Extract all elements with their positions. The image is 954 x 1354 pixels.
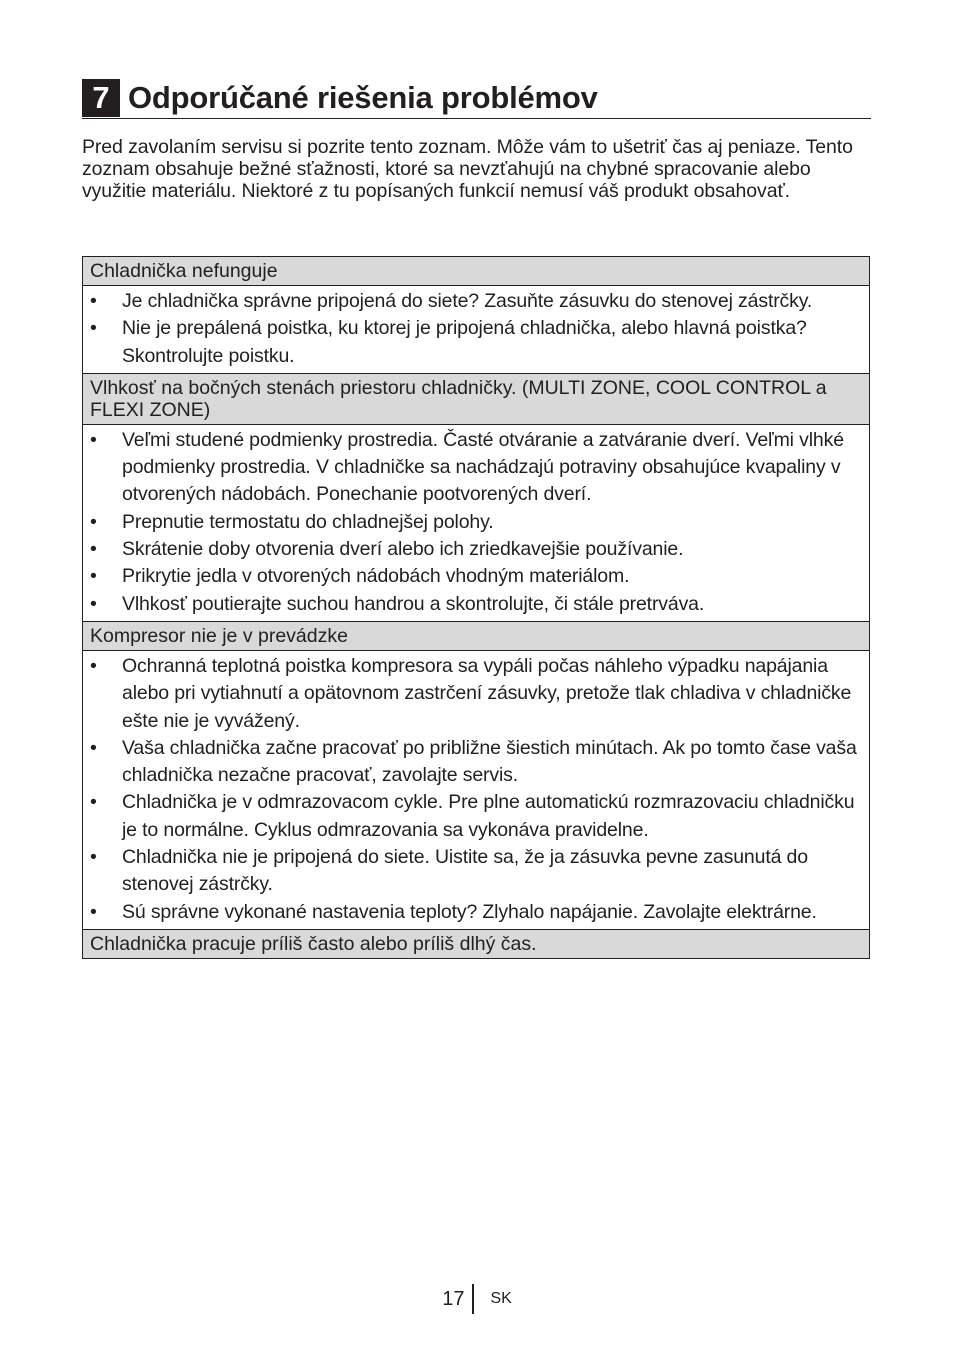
bullet-icon: • — [90, 510, 97, 533]
language-code: SK — [490, 1290, 512, 1307]
intro-paragraph — [82, 136, 862, 202]
bullet-icon: • — [90, 317, 97, 340]
list-item-text: Sú správne vykonané nastavenia teploty? Zlyhalo napájanie. Zavolajte elektrárne. — [122, 900, 817, 923]
list-item — [90, 315, 861, 370]
section-body — [83, 286, 869, 374]
list-item-text: Chladnička nie je pripojená do siete. Uistite sa, že ja zásuvka pevne zasunutá do stenovej zástrčky. — [122, 846, 808, 896]
list-item — [90, 288, 861, 315]
list-item-text: Vlhkosť poutierajte suchou handrou a skontrolujte, či stále pretrváva. — [122, 592, 705, 615]
list-item-text: Chladnička je v odmrazovacom cykle. Pre plne automatickú rozmrazovaciu chladničku je to normálne. Cyklus odmrazovania sa vykonáva pravidelne. — [122, 791, 855, 841]
troubleshooting-table — [82, 256, 870, 959]
bullet-icon: • — [90, 290, 97, 312]
bullet-icon: • — [90, 736, 97, 759]
list-item-text: Nie je prepálená poistka, ku ktorej je pripojená chladnička, alebo hlavná poistka? Skontrolujte poistku. — [122, 317, 807, 367]
page-title: Odporúčané riešenia problémov — [128, 80, 598, 115]
page-number: 17 — [442, 1288, 465, 1310]
list-item-text: Vaša chladnička začne pracovať po približne šiestich minútach. Ak po tomto čase vaša chladnička nezačne pracovať, zavolajte servis. — [122, 736, 857, 787]
bullet-icon: • — [90, 538, 97, 561]
section-body — [83, 425, 869, 622]
list-item — [90, 509, 861, 536]
section-body — [83, 651, 869, 930]
list-item — [90, 735, 861, 790]
bullet-icon: • — [90, 428, 97, 451]
list-item — [90, 653, 861, 735]
page-footer — [0, 1284, 954, 1314]
list-item-text: Je chladnička správne pripojená do siete? Zasuňte zásuvku do stenovej zástrčky. — [122, 290, 813, 312]
list-item-text: Prikrytie jedla v otvorených nádobách vhodným materiálom. — [122, 565, 630, 588]
list-item-text: Veľmi studené podmienky prostredia. Časté otváranie a zatváranie dverí. Veľmi vlhké podmienky prostredia. V chladničke sa nachádzajú potraviny obsahujúce kvapaliny v otvorených nádobách. Ponechanie pootvorených dverí. — [122, 428, 844, 506]
bullet-icon: • — [90, 654, 97, 677]
list-item-text: Ochranná teplotná poistka kompresora sa vypáli počas náhleho výpadku napájania alebo pri vytiahnutí a opätovnom zastrčení zásuvky, pretože tlak chladiva v chladničke ešte nie je vyvážený. — [122, 654, 852, 732]
chapter-number-badge: 7 — [82, 79, 120, 117]
bullet-icon: • — [90, 565, 97, 588]
bullet-icon: • — [90, 900, 97, 923]
bullet-icon: • — [90, 791, 97, 814]
section-header: Chladnička nefunguje — [83, 257, 869, 286]
list-item — [90, 427, 861, 509]
list-item — [90, 899, 861, 926]
section-header: Vlhkosť na bočných stenách priestoru chladničky. (MULTI ZONE, COOL CONTROL a FLEXI ZONE) — [83, 374, 869, 425]
list-item — [90, 789, 861, 844]
intro-text: Pred zavolaním servisu si pozrite tento zoznam. Môže vám to ušetriť čas aj peniaze. Tento zoznam obsahuje bežné sťažnosti, ktoré sa nevzťahujú na chybné spracovanie alebo využitie materiálu. Niektoré z tu popísaných funkcií nemusí váš produkt obsahovať. — [82, 136, 853, 202]
list-item — [90, 844, 861, 899]
list-item — [90, 563, 861, 590]
bullet-icon: • — [90, 846, 97, 869]
chapter-heading — [82, 78, 871, 119]
section-header: Chladnička pracuje príliš často alebo príliš dlhý čas. — [83, 930, 869, 958]
list-item — [90, 536, 861, 563]
list-item-text: Skrátenie doby otvorenia dverí alebo ich zriedkavejšie používanie. — [122, 538, 684, 561]
section-header: Kompresor nie je v prevádzke — [83, 622, 869, 651]
bullet-icon: • — [90, 592, 97, 615]
list-item — [90, 591, 861, 618]
list-item-text: Prepnutie termostatu do chladnejšej polohy. — [122, 510, 494, 533]
